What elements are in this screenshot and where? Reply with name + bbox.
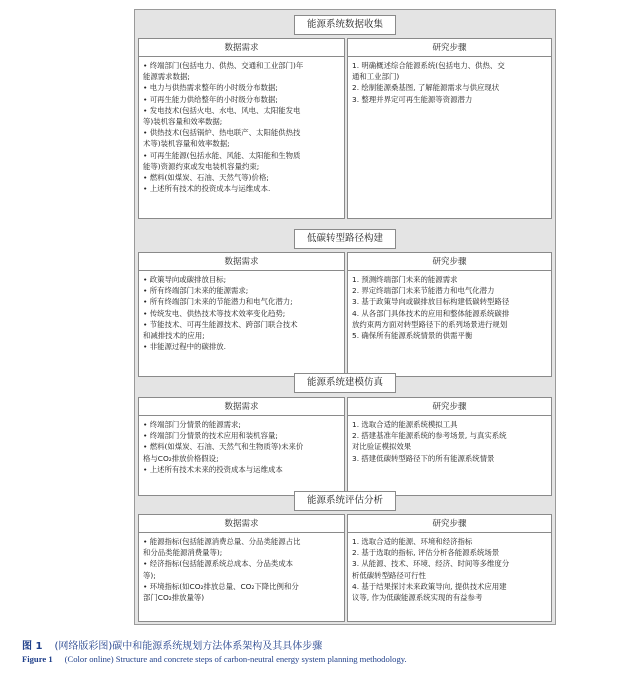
research-step-line: 1. 明确概述综合能源系统(包括电力、供热、交: [352, 61, 505, 70]
data-requirement-line: • 上述所有技术的投资成本与运维成本.: [143, 184, 271, 194]
research-step-line: 通和工业部门): [352, 72, 400, 82]
data-requirements-heading: 数据需求: [139, 253, 344, 271]
data-requirement-line: • 政策导向或碳排放目标;: [143, 275, 227, 284]
data-requirements-panel: [138, 38, 345, 219]
data-requirement-line: 格与CO₂排放价格假设;: [143, 453, 219, 463]
data-requirements-list: [139, 57, 344, 194]
data-requirement-line: 能源需求数据;: [143, 72, 190, 82]
data-requirement-line: • 供热技术(包括锅炉、热电联产、太阳能供热技: [143, 128, 301, 138]
data-requirements-list: [139, 271, 344, 352]
data-requirement-line: • 发电技术(包括火电、水电、风电、太阳能发电: [143, 105, 301, 115]
data-requirement-line: • 传统发电、供热技术等技术效率变化趋势;: [143, 308, 286, 318]
caption-cn-text: (网络版彩图)碳中和能源系统规划方法体系架构及其具体步骤: [54, 641, 323, 652]
data-requirement-line: 和减排技术的应用;: [143, 331, 205, 341]
research-step-line: 对比验证模拟效果: [352, 442, 412, 452]
research-step-line: 3. 搭建低碳转型路径下的所有能源系统情景: [352, 453, 495, 463]
data-requirement-line: 部门CO₂排放量等): [143, 593, 205, 603]
research-steps-heading: 研究步骤: [348, 398, 551, 416]
data-requirement-line: 等);: [143, 570, 156, 580]
research-steps-panel: [347, 38, 552, 219]
data-requirement-line: • 可再生能力供给整年的小时级分布数据;: [143, 94, 278, 104]
research-step-line: 放约束两方面对转型路径下的系列场景进行规划: [352, 319, 508, 329]
data-requirement-line: • 所有终端部门未来的能源需求;: [143, 286, 249, 296]
data-requirement-line: • 终端部门分情景的技术应用和装机容量;: [143, 431, 278, 441]
research-step-line: 2. 基于选取的指标, 评估分析各能源系统场景: [352, 548, 500, 558]
data-requirement-line: 等)装机容量和效率数据;: [143, 117, 223, 127]
data-requirement-line: 术等)装机容量和效率数据;: [143, 139, 230, 149]
research-steps-panel: [347, 252, 552, 377]
caption-en-number: Figure 1: [22, 654, 53, 664]
data-requirements-panel: [138, 252, 345, 377]
research-steps-panel: [347, 397, 552, 496]
research-step-line: 1. 预测终端部门未来的能源需求: [352, 275, 458, 284]
caption-english: [22, 654, 622, 664]
data-requirement-line: 和分品类能源消费量等);: [143, 548, 223, 558]
data-requirement-line: • 节能技术、可再生能源技术、跨部门联合技术: [143, 319, 298, 329]
section-title: 低碳转型路径构建: [294, 229, 396, 249]
data-requirements-heading: 数据需求: [139, 515, 344, 533]
data-requirement-line: • 经济指标(包括能源系统总成本、分品类成本: [143, 559, 294, 569]
research-steps-heading: 研究步骤: [348, 515, 551, 533]
caption-en-text: (Color online) Structure and concrete steps of carbon-neutral energy system planning methodology.: [64, 654, 407, 664]
research-step-line: 析低碳转型路径可行性: [352, 570, 426, 580]
research-steps-heading: 研究步骤: [348, 253, 551, 271]
research-step-line: 1. 选取合适的能源、环境和经济指标: [352, 537, 473, 546]
research-step-line: 2. 搭建基准年能源系统的参考场景, 与真实系统: [352, 431, 507, 441]
research-steps-list: [348, 271, 551, 341]
methodology-figure: [134, 9, 556, 625]
section-title: 能源系统建模仿真: [294, 373, 396, 393]
data-requirements-heading: 数据需求: [139, 398, 344, 416]
data-requirement-line: • 燃料(如煤炭、石油、天然气等)价格;: [143, 173, 269, 183]
section-title: 能源系统评估分析: [294, 491, 396, 511]
data-requirement-line: • 非能源过程中的碳排放.: [143, 342, 226, 352]
figure-caption: [22, 637, 622, 664]
data-requirement-line: • 燃料(如煤炭、石油、天然气和生物质等)未来价: [143, 442, 304, 452]
research-step-line: 3. 从能源、技术、环境、经济、时间等多维度分: [352, 559, 510, 569]
section-title: 能源系统数据收集: [294, 15, 396, 35]
caption-chinese: [22, 637, 622, 653]
data-requirements-panel: [138, 514, 345, 622]
research-steps-list: [348, 57, 551, 105]
data-requirement-line: • 能源指标(包括能源消费总量、分品类能源占比: [143, 537, 301, 546]
research-step-line: 3. 整理并界定可再生能源等资源潜力: [352, 94, 473, 104]
research-steps-panel: [347, 514, 552, 622]
research-step-line: 5. 确保所有能源系统情景的供需平衡: [352, 331, 473, 341]
research-step-line: 议等, 作为低碳能源系统实现的有益参考: [352, 593, 483, 603]
data-requirement-line: • 可再生能源(包括水能、风能、太阳能和生物质: [143, 150, 301, 160]
research-steps-list: [348, 416, 551, 464]
data-requirements-list: [139, 416, 344, 475]
research-step-line: 3. 基于政策导向或碳排放目标构建低碳转型路径: [352, 297, 510, 307]
data-requirement-line: • 终端部门分情景的能源需求;: [143, 420, 241, 429]
research-step-line: 2. 绘制能源桑基图, 了解能源需求与供应现状: [352, 83, 500, 93]
data-requirements-heading: 数据需求: [139, 39, 344, 57]
caption-cn-number: 图 1: [22, 641, 43, 652]
research-step-line: 2. 界定终端部门未来节能潜力和电气化潜力: [352, 286, 495, 296]
research-steps-heading: 研究步骤: [348, 39, 551, 57]
data-requirement-line: • 电力与供热需求整年的小时级分布数据;: [143, 83, 278, 93]
research-step-line: 4. 基于结果探讨未来政策导向, 提供技术应用建: [352, 581, 507, 591]
research-step-line: 4. 从各部门具体技术的应用和整体能源系统碳排: [352, 308, 510, 318]
data-requirement-line: • 上述所有技术未来的投资成本与运维成本: [143, 464, 283, 474]
data-requirements-panel: [138, 397, 345, 496]
data-requirement-line: • 环境指标(如CO₂排放总量、CO₂下降比例和分: [143, 581, 299, 591]
data-requirements-list: [139, 533, 344, 603]
data-requirement-line: • 所有终端部门未来的节能潜力和电气化潜力;: [143, 297, 293, 307]
research-step-line: 1. 选取合适的能源系统模拟工具: [352, 420, 458, 429]
data-requirement-line: 能等)资源约束或发电装机容量约束;: [143, 161, 260, 171]
research-steps-list: [348, 533, 551, 603]
data-requirement-line: • 终端部门(包括电力、供热、交通和工业部门)年: [143, 61, 304, 70]
